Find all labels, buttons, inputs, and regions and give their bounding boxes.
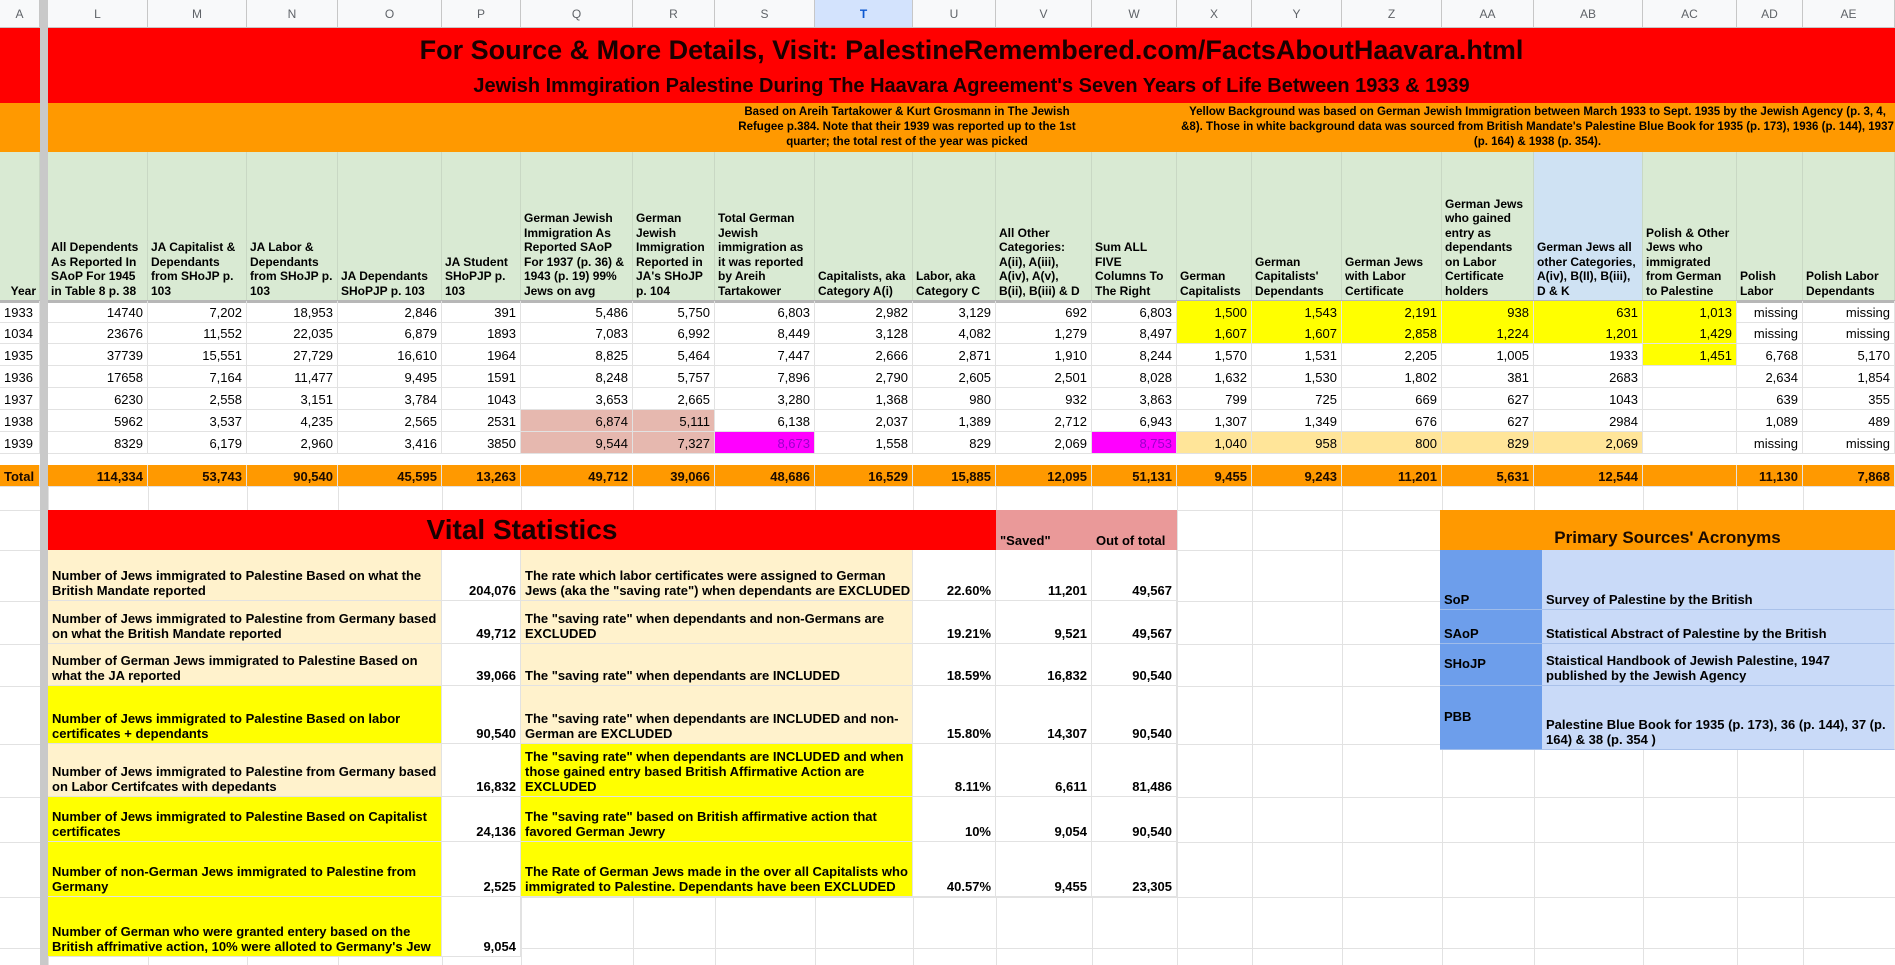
acronym-abbr: PBB <box>1440 686 1542 750</box>
data-cell[interactable]: 639 <box>1737 388 1803 410</box>
acronym-abbr: SoP <box>1440 550 1542 610</box>
data-cell[interactable]: 5,464 <box>633 344 715 366</box>
data-cell[interactable]: 391 <box>442 301 521 323</box>
total-cell[interactable]: 51,131 <box>1092 465 1177 487</box>
data-cell[interactable]: 3,653 <box>521 388 633 410</box>
data-cell[interactable]: 2,069 <box>996 432 1092 454</box>
data-cell[interactable]: 669 <box>1342 388 1442 410</box>
data-cell[interactable]: 3,129 <box>913 301 996 323</box>
data-cell[interactable]: 8329 <box>48 432 148 454</box>
data-cell[interactable]: 2,871 <box>913 344 996 366</box>
vital-left-label: Number of German who were granted entery based on the British affrimative action, 10% were alloted to Germany's Jew <box>48 897 442 957</box>
column-title: Capitalists, aka Category A(i) <box>815 152 913 300</box>
data-cell[interactable]: 5962 <box>48 410 148 432</box>
vital-left-label: Number of Jews immigrated to Palestine Based on Capitalist certificates <box>48 797 442 842</box>
data-cell[interactable] <box>1643 432 1737 454</box>
data-cell[interactable]: 489 <box>1803 410 1895 432</box>
data-cell[interactable]: 938 <box>1442 301 1534 323</box>
column-title: JA Student SHoPJP p. 103 <box>442 152 521 300</box>
total-cell[interactable]: 53,743 <box>148 465 247 487</box>
data-cell[interactable]: 2,069 <box>1534 432 1643 454</box>
saving-rate-value[interactable]: 15.80% <box>913 686 996 744</box>
data-cell[interactable]: 2,558 <box>148 388 247 410</box>
saved-value[interactable]: 11,201 <box>996 550 1092 601</box>
data-cell[interactable]: 6,138 <box>715 410 815 432</box>
note-yellow-background: Yellow Background was based on German Jewish Immigration between March 1933 to Sept. 1935 by the Jewish Agency (p. 3, 4, &8). Those in white background data was sourced from British Mandate's Palestine Blue Book for 1935 (p. 173), 1936 (p. 144), 1937 (p. 164) & 1938 (p. 354). <box>1181 106 1894 148</box>
data-cell[interactable] <box>1643 410 1737 432</box>
saving-rate-value[interactable]: 22.60% <box>913 550 996 601</box>
data-cell[interactable]: 2,634 <box>1737 366 1803 388</box>
row-year[interactable]: 1939 <box>0 432 40 454</box>
column-header-z[interactable]: Z <box>1342 0 1442 28</box>
data-cell[interactable]: 2,565 <box>338 410 442 432</box>
data-cell[interactable]: 5,111 <box>633 410 715 432</box>
column-title: German Jewish Immigration Reported in JA's SHoJP p. 104 <box>633 152 715 300</box>
data-cell[interactable]: 1,368 <box>815 388 913 410</box>
saved-value[interactable]: 9,054 <box>996 797 1092 842</box>
total-cell[interactable] <box>1643 465 1737 487</box>
out-of-total-value[interactable]: 90,540 <box>1092 686 1177 744</box>
data-cell[interactable]: 6,879 <box>338 322 442 344</box>
data-cell[interactable]: 2,858 <box>1342 322 1442 344</box>
total-cell[interactable]: 39,066 <box>633 465 715 487</box>
data-cell[interactable]: 1,531 <box>1252 344 1342 366</box>
data-cell[interactable]: 800 <box>1342 432 1442 454</box>
data-cell[interactable]: 958 <box>1252 432 1342 454</box>
column-title: German Jews with Labor Certificate <box>1342 152 1442 300</box>
column-header-o[interactable]: O <box>338 0 442 28</box>
data-cell[interactable]: 1,013 <box>1643 301 1737 323</box>
column-header-q[interactable]: Q <box>521 0 633 28</box>
data-cell[interactable]: 3,280 <box>715 388 815 410</box>
saving-rate-value[interactable]: 19.21% <box>913 601 996 644</box>
data-cell[interactable]: missing <box>1737 432 1803 454</box>
data-cell[interactable]: 7,083 <box>521 322 633 344</box>
data-cell[interactable]: 3,863 <box>1092 388 1177 410</box>
data-cell[interactable]: 1,201 <box>1534 322 1643 344</box>
data-cell[interactable]: 829 <box>913 432 996 454</box>
data-cell[interactable]: 6,874 <box>521 410 633 432</box>
data-cell[interactable]: 2,191 <box>1342 301 1442 323</box>
vital-left-value[interactable]: 39,066 <box>442 644 521 686</box>
row-year[interactable]: 1937 <box>0 388 40 410</box>
data-cell[interactable]: 11,477 <box>247 366 338 388</box>
data-cell[interactable]: 5,486 <box>521 301 633 323</box>
data-cell[interactable]: 37739 <box>48 344 148 366</box>
data-cell[interactable]: 11,552 <box>148 322 247 344</box>
row-year[interactable]: 1936 <box>0 366 40 388</box>
column-header-s[interactable]: S <box>715 0 815 28</box>
data-cell[interactable]: 1,910 <box>996 344 1092 366</box>
column-title: German Jewish Immigration As Reported SAoP For 1937 (p. 36) & 1943 (p. 19) 99% Jews on avg <box>521 152 633 300</box>
data-cell[interactable]: 631 <box>1534 301 1643 323</box>
data-cell[interactable]: 1,429 <box>1643 322 1737 344</box>
data-cell[interactable]: 932 <box>996 388 1092 410</box>
data-cell[interactable]: 355 <box>1803 388 1895 410</box>
column-title: JA Dependants SHoPJP p. 103 <box>338 152 442 300</box>
data-cell[interactable]: 2,790 <box>815 366 913 388</box>
note-tartakower: Based on Areih Tartakower & Kurt Grosmann in The Jewish Refugee p.384. Note that their 1939 was reported up to the 1st quarter; the total rest of the year was picked <box>738 106 1076 148</box>
data-cell[interactable]: 6230 <box>48 388 148 410</box>
vital-left-value[interactable]: 2,525 <box>442 842 521 897</box>
column-title: German Capitalists <box>1177 152 1252 300</box>
data-cell[interactable]: 2,501 <box>996 366 1092 388</box>
total-cell[interactable]: 45,595 <box>338 465 442 487</box>
data-cell[interactable]: 8,449 <box>715 322 815 344</box>
data-cell[interactable]: 1,089 <box>1737 410 1803 432</box>
data-cell[interactable]: 23676 <box>48 322 148 344</box>
data-cell[interactable]: 1,451 <box>1643 344 1737 366</box>
data-cell[interactable]: 6,768 <box>1737 344 1803 366</box>
column-header-ae[interactable]: AE <box>1803 0 1895 28</box>
data-cell[interactable]: 4,235 <box>247 410 338 432</box>
data-cell[interactable]: 4,082 <box>913 322 996 344</box>
total-cell[interactable]: 49,712 <box>521 465 633 487</box>
data-cell[interactable]: 2,205 <box>1342 344 1442 366</box>
column-header-u[interactable]: U <box>913 0 996 28</box>
total-cell[interactable]: 90,540 <box>247 465 338 487</box>
column-title: Total German Jewish immigration as it was reported by Areih Tartakower <box>715 152 815 300</box>
data-cell[interactable]: 1,802 <box>1342 366 1442 388</box>
data-cell[interactable]: missing <box>1803 322 1895 344</box>
data-cell[interactable]: 2984 <box>1534 410 1643 432</box>
data-cell[interactable]: 7,327 <box>633 432 715 454</box>
data-cell[interactable]: 9,544 <box>521 432 633 454</box>
data-cell[interactable]: 6,943 <box>1092 410 1177 432</box>
data-cell[interactable]: 1933 <box>1534 344 1643 366</box>
data-cell[interactable]: 8,248 <box>521 366 633 388</box>
data-cell[interactable]: 381 <box>1442 366 1534 388</box>
data-cell[interactable]: 5,750 <box>633 301 715 323</box>
data-cell[interactable]: 16,610 <box>338 344 442 366</box>
out-of-total-value[interactable]: 90,540 <box>1092 797 1177 842</box>
data-cell[interactable]: 6,179 <box>148 432 247 454</box>
total-cell[interactable]: 5,631 <box>1442 465 1534 487</box>
data-cell[interactable]: 5,170 <box>1803 344 1895 366</box>
out-of-total-value[interactable]: 49,567 <box>1092 550 1177 601</box>
data-cell[interactable]: 15,551 <box>148 344 247 366</box>
data-cell[interactable]: 2,960 <box>247 432 338 454</box>
gridline <box>1342 487 1343 965</box>
note-orange-left <box>0 103 40 152</box>
data-cell[interactable]: 8,497 <box>1092 322 1177 344</box>
data-cell[interactable]: 7,202 <box>148 301 247 323</box>
data-cell[interactable]: 8,028 <box>1092 366 1177 388</box>
column-title: German Jews who gained entry as dependants on Labor Certificate holders <box>1442 152 1534 300</box>
data-cell[interactable]: 14740 <box>48 301 148 323</box>
data-cell[interactable]: 3,151 <box>247 388 338 410</box>
out-of-total-value[interactable]: 81,486 <box>1092 744 1177 797</box>
vital-right-label: The Rate of German Jews made in the over all Capitalists who immigrated to Palestine. Dependants have been EXCLUDED <box>521 842 913 897</box>
data-cell[interactable]: 980 <box>913 388 996 410</box>
data-cell[interactable]: 5,757 <box>633 366 715 388</box>
acronym-abbr: SAoP <box>1440 610 1542 644</box>
data-cell[interactable]: 1,349 <box>1252 410 1342 432</box>
vital-left-value[interactable]: 49,712 <box>442 601 521 644</box>
data-cell[interactable]: 1,005 <box>1442 344 1534 366</box>
data-cell[interactable]: 2,712 <box>996 410 1092 432</box>
column-header-aa[interactable]: AA <box>1442 0 1534 28</box>
acronym-description: Palestine Blue Book for 1935 (p. 173), 36 (p. 144), 37 (p. 164) & 38 (p. 354 ) <box>1542 686 1895 750</box>
total-cell[interactable]: 12,544 <box>1534 465 1643 487</box>
data-cell[interactable]: 1,632 <box>1177 366 1252 388</box>
column-header-l[interactable]: L <box>48 0 148 28</box>
acronyms-title: Primary Sources' Acronyms <box>1554 528 1781 547</box>
data-cell[interactable]: 725 <box>1252 388 1342 410</box>
data-cell[interactable]: 1,558 <box>815 432 913 454</box>
data-cell[interactable]: 8,244 <box>1092 344 1177 366</box>
total-cell[interactable]: 114,334 <box>48 465 148 487</box>
saved-value[interactable]: 16,832 <box>996 644 1092 686</box>
data-cell[interactable]: 3,416 <box>338 432 442 454</box>
column-title: JA Labor & Dependants from SHoJP p. 103 <box>247 152 338 300</box>
data-cell[interactable]: 1043 <box>1534 388 1643 410</box>
saved-value[interactable]: 14,307 <box>996 686 1092 744</box>
vital-right-label: The "saving rate" when dependants and non-Germans are EXCLUDED <box>521 601 913 644</box>
column-title: Polish Labor <box>1737 152 1803 300</box>
column-title: All Dependents As Reported In SAoP For 1945 in Table 8 p. 38 <box>48 152 148 300</box>
total-cell[interactable]: 9,455 <box>1177 465 1252 487</box>
vital-right-label: The rate which labor certificates were assigned to German Jews (aka the "saving rate") when dependants are EXCLUDED <box>521 550 913 601</box>
column-title: JA Capitalist & Dependants from SHoJP p. 103 <box>148 152 247 300</box>
data-cell[interactable]: 3850 <box>442 432 521 454</box>
total-cell[interactable]: 7,868 <box>1803 465 1895 487</box>
column-header-x[interactable]: X <box>1177 0 1252 28</box>
column-header-r[interactable]: R <box>633 0 715 28</box>
vital-left-label: Number of non-German Jews immigrated to Palestine from Germany <box>48 842 442 897</box>
saving-rate-value[interactable]: 40.57% <box>913 842 996 897</box>
data-cell[interactable]: 8,753 <box>1092 432 1177 454</box>
data-cell[interactable]: 1,607 <box>1252 322 1342 344</box>
vital-right-label: The "saving rate" when dependants are INCLUDED and when those gained entry based British Affirmative Action are EXCLUDED <box>521 744 913 797</box>
column-title: German Jews all other Categories, A(iv), B(II), B(iii), D & K <box>1534 152 1643 300</box>
data-cell[interactable]: 2,666 <box>815 344 913 366</box>
total-cell[interactable]: 12,095 <box>996 465 1092 487</box>
saved-value[interactable]: 6,611 <box>996 744 1092 797</box>
vital-right-label: The "saving rate" when dependants are INCLUDED and non-German are EXCLUDED <box>521 686 913 744</box>
vital-left-value[interactable]: 24,136 <box>442 797 521 842</box>
column-header-m[interactable]: M <box>148 0 247 28</box>
total-cell[interactable]: 9,243 <box>1252 465 1342 487</box>
column-title: Year <box>0 152 40 300</box>
total-cell[interactable]: 13,263 <box>442 465 521 487</box>
banner-subtitle: Jewish Immgiration Palestine During The Haavara Agreement's Seven Years of Life Between 1933 & 1939 <box>473 75 1470 97</box>
data-cell[interactable]: 829 <box>1442 432 1534 454</box>
data-cell[interactable]: 1,543 <box>1252 301 1342 323</box>
column-header-v[interactable]: V <box>996 0 1092 28</box>
data-cell[interactable]: 22,035 <box>247 322 338 344</box>
data-cell[interactable]: 8,825 <box>521 344 633 366</box>
total-cell[interactable]: 48,686 <box>715 465 815 487</box>
data-cell[interactable]: 2,846 <box>338 301 442 323</box>
data-cell[interactable]: 1,500 <box>1177 301 1252 323</box>
banner-title[interactable]: For Source & More Details, Visit: PalestineRemembered.com/FactsAboutHaavara.html <box>419 35 1524 65</box>
data-cell[interactable]: 2,605 <box>913 366 996 388</box>
data-cell[interactable]: 1043 <box>442 388 521 410</box>
data-cell[interactable]: 7,896 <box>715 366 815 388</box>
data-cell[interactable]: 1591 <box>442 366 521 388</box>
data-cell[interactable]: 1,224 <box>1442 322 1534 344</box>
out-of-total-value[interactable]: 23,305 <box>1092 842 1177 897</box>
data-cell[interactable]: 799 <box>1177 388 1252 410</box>
acronym-description: Statistical Abstract of Palestine by the British <box>1542 610 1895 644</box>
total-label[interactable]: Total <box>0 465 40 487</box>
data-cell[interactable]: 2,982 <box>815 301 913 323</box>
data-cell[interactable] <box>1643 366 1737 388</box>
data-cell[interactable]: 676 <box>1342 410 1442 432</box>
frozen-column-divider[interactable] <box>40 0 48 965</box>
column-header-a[interactable]: A <box>0 0 40 28</box>
data-cell[interactable]: missing <box>1737 322 1803 344</box>
vital-right-label: The "saving rate" when dependants are INCLUDED <box>521 644 913 686</box>
data-cell[interactable]: 3,537 <box>148 410 247 432</box>
column-header-p[interactable]: P <box>442 0 521 28</box>
vital-statistics-title: Vital Statistics <box>426 514 618 545</box>
row-year[interactable]: 1938 <box>0 410 40 432</box>
vital-right-label: The "saving rate" based on British affirmative action that favored German Jewry <box>521 797 913 842</box>
column-header-y[interactable]: Y <box>1252 0 1342 28</box>
vital-left-value[interactable]: 90,540 <box>442 686 521 744</box>
data-cell[interactable]: 2683 <box>1534 366 1643 388</box>
data-cell[interactable]: 1,040 <box>1177 432 1252 454</box>
gridline <box>1252 487 1253 965</box>
total-cell[interactable]: 16,529 <box>815 465 913 487</box>
data-cell[interactable]: 627 <box>1442 410 1534 432</box>
vital-left-value[interactable]: 9,054 <box>442 897 521 957</box>
data-cell[interactable]: 1,607 <box>1177 322 1252 344</box>
column-title: Polish Labor Dependants <box>1803 152 1895 300</box>
data-cell[interactable]: missing <box>1803 301 1895 323</box>
column-header-t[interactable]: T <box>815 0 913 28</box>
total-cell[interactable]: 15,885 <box>913 465 996 487</box>
data-cell[interactable]: 1,307 <box>1177 410 1252 432</box>
data-cell[interactable]: 1,530 <box>1252 366 1342 388</box>
data-cell[interactable]: 1,279 <box>996 322 1092 344</box>
acronym-description: Staistical Handbook of Jewish Palestine, 1947 published by the Jewish Agency <box>1542 644 1895 686</box>
vital-left-label: Number of German Jews immigrated to Palestine Based on what the JA reported <box>48 644 442 686</box>
saved-value[interactable]: 9,455 <box>996 842 1092 897</box>
banner-red-left <box>0 28 40 103</box>
out-of-total-value[interactable]: 49,567 <box>1092 601 1177 644</box>
vital-left-label: Number of Jews immigrated to Palestine from Germany based on what the British Mandate reported <box>48 601 442 644</box>
data-cell[interactable]: 7,164 <box>148 366 247 388</box>
column-header-w[interactable]: W <box>1092 0 1177 28</box>
vital-left-value[interactable]: 204,076 <box>442 550 521 601</box>
data-cell[interactable]: 6,803 <box>1092 301 1177 323</box>
data-cell[interactable]: 3,128 <box>815 322 913 344</box>
gridline <box>1177 487 1178 965</box>
data-cell[interactable]: 1,854 <box>1803 366 1895 388</box>
data-cell[interactable]: missing <box>1803 432 1895 454</box>
total-cell[interactable]: 11,201 <box>1342 465 1442 487</box>
acronym-description: Survey of Palestine by the British <box>1542 550 1895 610</box>
data-cell[interactable]: 18,953 <box>247 301 338 323</box>
data-cell[interactable]: 2,037 <box>815 410 913 432</box>
data-cell[interactable] <box>1643 388 1737 410</box>
data-cell[interactable]: missing <box>1737 301 1803 323</box>
out-of-total-value[interactable]: 90,540 <box>1092 644 1177 686</box>
data-cell[interactable]: 1,570 <box>1177 344 1252 366</box>
saving-rate-value[interactable]: 8.11% <box>913 744 996 797</box>
data-cell[interactable]: 9,495 <box>338 366 442 388</box>
data-cell[interactable]: 17658 <box>48 366 148 388</box>
column-title: Polish & Other Jews who immigrated from German to Palestine <box>1643 152 1737 300</box>
column-header-ad[interactable]: AD <box>1737 0 1803 28</box>
data-cell[interactable]: 2531 <box>442 410 521 432</box>
vital-left-value[interactable]: 16,832 <box>442 744 521 797</box>
column-title: Labor, aka Category C <box>913 152 996 300</box>
saving-rate-value[interactable]: 18.59% <box>913 644 996 686</box>
data-cell[interactable]: 1,389 <box>913 410 996 432</box>
column-title: German Capitalists' Dependants <box>1252 152 1342 300</box>
column-header-n[interactable]: N <box>247 0 338 28</box>
column-header-ac[interactable]: AC <box>1643 0 1737 28</box>
vital-left-label: Number of Jews immigrated to Palestine from Germany based on Labor Certifcates with depedants <box>48 744 442 797</box>
row-year[interactable]: 1034 <box>0 322 40 344</box>
saving-rate-value[interactable]: 10% <box>913 797 996 842</box>
data-cell[interactable]: 3,784 <box>338 388 442 410</box>
total-cell[interactable]: 11,130 <box>1737 465 1803 487</box>
data-cell[interactable]: 7,447 <box>715 344 815 366</box>
data-cell[interactable]: 2,665 <box>633 388 715 410</box>
row-year[interactable]: 1935 <box>0 344 40 366</box>
data-cell[interactable]: 6,803 <box>715 301 815 323</box>
data-cell[interactable]: 8,673 <box>715 432 815 454</box>
column-title: All Other Categories: A(ii), A(iii), A(iv), A(v), B(ii), B(iii) & D <box>996 152 1092 300</box>
data-cell[interactable]: 27,729 <box>247 344 338 366</box>
data-cell[interactable]: 627 <box>1442 388 1534 410</box>
acronym-abbr: SHoJP <box>1440 644 1542 686</box>
column-title: Sum ALL FIVE Columns To The Right <box>1092 152 1177 300</box>
column-header-ab[interactable]: AB <box>1534 0 1643 28</box>
data-cell[interactable]: 692 <box>996 301 1092 323</box>
vital-left-label: Number of Jews immigrated to Palestine Based on labor certificates + dependants <box>48 686 442 744</box>
vital-left-label: Number of Jews immigrated to Palestine Based on what the British Mandate reported <box>48 550 442 601</box>
out-of-total-header: Out of total <box>1092 510 1177 550</box>
saved-value[interactable]: 9,521 <box>996 601 1092 644</box>
row-year[interactable]: 1933 <box>0 301 40 323</box>
data-cell[interactable]: 1964 <box>442 344 521 366</box>
data-cell[interactable]: 6,992 <box>633 322 715 344</box>
saved-header: "Saved" <box>996 510 1092 550</box>
data-cell[interactable]: 1893 <box>442 322 521 344</box>
